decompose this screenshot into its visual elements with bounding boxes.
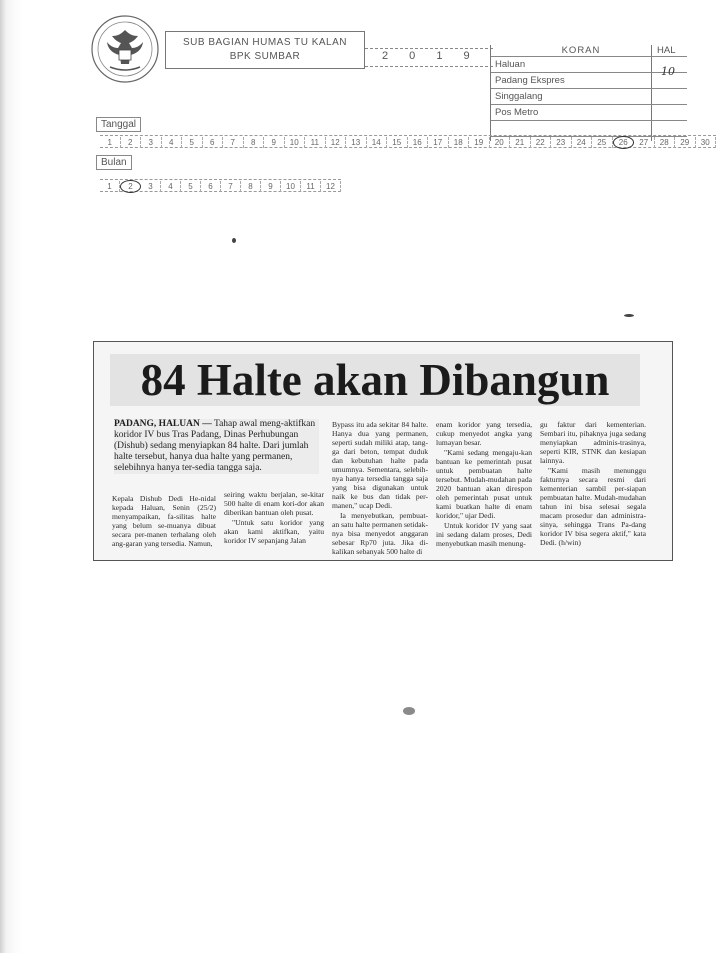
article-lead-text: Tahap awal meng-aktifkan koridor IV bus Tras Padang, Dinas Perhubungan (Dishub) sedang menyiapkan 84 halte. Dari jumlah halte tersebut, hanya dua halte yang permanen, selebihnya hanya ter-sedia tangga saja.	[114, 419, 316, 473]
article-column-4	[436, 420, 532, 549]
day-number: 4	[162, 137, 183, 148]
scan-speck	[232, 238, 236, 243]
day-number: 11	[305, 137, 326, 148]
day-number: 2	[121, 137, 142, 148]
article-lead	[114, 419, 319, 474]
bulan-label: Bulan	[96, 155, 132, 170]
year-divider-bottom	[365, 66, 493, 67]
day-number: 19	[469, 137, 490, 148]
paragraph: enam koridor yang tersedia, cukup menyedot angka yang lumayan besar.	[436, 420, 532, 447]
paper-name: Pos Metro	[495, 107, 539, 118]
day-number: 17	[428, 137, 449, 148]
scan-speck	[403, 707, 415, 715]
paragraph: "Kami sedang mengaju-kan bantuan ke pemerintah pusat untuk pembuatan halte tersebut. Mudah-mudahan pada 2020 bantuan akan direspon oleh pemerintah pusat untuk kami buatkan halte di enam koridor," ujar Dedi.	[436, 448, 532, 520]
paper-name: Singgalang	[495, 91, 543, 102]
article-column-5	[540, 420, 646, 548]
month-number: 9	[261, 181, 281, 192]
day-number: 16	[408, 137, 429, 148]
koran-column-header: KORAN	[561, 45, 601, 56]
month-number: 10	[281, 181, 301, 192]
month-number: 5	[181, 181, 201, 192]
table-row	[491, 56, 687, 73]
month-number: 7	[221, 181, 241, 192]
garuda-emblem-icon	[88, 12, 162, 86]
table-row	[491, 104, 687, 121]
office-line-1: SUB BAGIAN HUMAS TU KALAN	[182, 37, 348, 48]
month-number: 6	[201, 181, 221, 192]
article-column-1	[112, 494, 216, 549]
day-number: 29	[675, 137, 696, 148]
month-number: 3	[141, 181, 161, 192]
day-number: 28	[655, 137, 676, 148]
day-number: 27	[634, 137, 655, 148]
day-number: 24	[572, 137, 593, 148]
day-number: 20	[490, 137, 511, 148]
month-number: 2	[120, 180, 141, 193]
month-number-row	[100, 179, 341, 192]
paragraph: Kepala Dishub Dedi He-nidal kepada Haluan, Senin (25/2) menyampaikan, fa-silitas halte yang belum se-muanya dibuat secara per-manen terhalang oleh ang-garan yang tersedia. Namun,	[112, 494, 216, 548]
article-dateline: PADANG, HALUAN —	[114, 419, 212, 429]
table-row	[491, 72, 687, 89]
table-row	[491, 88, 687, 105]
day-number: 8	[244, 137, 265, 148]
article-column-3	[332, 420, 428, 557]
scan-speck	[624, 314, 634, 317]
day-number: 9	[264, 137, 285, 148]
day-number: 25	[592, 137, 613, 148]
day-number: 12	[326, 137, 347, 148]
article-headline: 84 Halte akan Dibangun	[110, 354, 640, 406]
office-line-2: BPK SUMBAR	[229, 51, 301, 62]
year-text: 2 0 1 9	[382, 50, 479, 62]
day-number: 3	[141, 137, 162, 148]
paragraph: "Untuk satu koridor yang akan kami aktifkan, yaitu koridor IV sepanjang Jalan	[224, 518, 324, 545]
month-number: 4	[161, 181, 181, 192]
hal-column-header: HAL	[657, 45, 676, 56]
office-header-box	[165, 31, 365, 69]
day-number: 22	[531, 137, 552, 148]
paragraph: Ia menyebutkan, pembuat-an satu halte permanen setidak-nya bisa menyedot anggaran sebesar Rp70 juta. Jika di-kalikan sebanyak 500 halte di	[332, 511, 428, 556]
paragraph: "Kami masih menunggu fakturnya secara resmi dari kementerian sambil per-siapan pembuatan halte. Mudah-mudahan tahun ini bisa selesai segala macam prosedur dan administra-sinya, sehingga Trans Pa-dang koridor IV bisa segera aktif," kata Dedi. (h/win)	[540, 466, 646, 547]
day-number: 14	[367, 137, 388, 148]
paper-name: Haluan	[495, 59, 526, 70]
page-number: 10	[661, 65, 675, 78]
paragraph: Untuk koridor IV yang saat ini sedang dalam proses, Dedi menyebutkan masih menung-	[436, 521, 532, 548]
paragraph: Bypass itu ada sekitar 84 halte. Hanya dua yang permanen, seperti sudah miliki atap, tang-ga dari beton, tempat duduk dan kebutuhan halte pada umumnya. Sementara, selebih-nya hanya tersedia tangga saja yang bisa digunakan untuk naik ke bus dan tidak per-manen," ucap Dedi.	[332, 420, 428, 510]
newspaper-table	[490, 45, 687, 141]
article-column-2	[224, 490, 324, 546]
tanggal-label: Tanggal	[96, 117, 141, 132]
paragraph: gu faktur dari kementerian. Sembari itu, pihaknya juga sedang menyiapkan adminis-trasinya, seperti KIR, STNK dan kesiapan lainnya.	[540, 420, 646, 465]
month-number: 1	[100, 181, 120, 192]
day-number: 7	[223, 137, 244, 148]
paper-name: Padang Ekspres	[495, 75, 565, 86]
day-number: 5	[182, 137, 203, 148]
day-number: 26	[613, 136, 635, 149]
newspaper-clipping	[93, 341, 673, 561]
day-number: 23	[551, 137, 572, 148]
month-number: 12	[321, 181, 341, 192]
day-number-row	[100, 135, 716, 148]
day-number: 1	[100, 137, 121, 148]
day-number: 6	[203, 137, 224, 148]
day-number: 30	[696, 137, 716, 148]
day-number: 15	[387, 137, 408, 148]
day-number: 10	[285, 137, 306, 148]
day-number: 18	[449, 137, 470, 148]
month-number: 8	[241, 181, 261, 192]
year-divider-top	[365, 48, 493, 49]
month-number: 11	[301, 181, 321, 192]
day-number: 21	[510, 137, 531, 148]
paragraph: seiring waktu berjalan, se-kitar 500 halte di enam kori-dor akan diberikan bantuan oleh pusat.	[224, 490, 324, 517]
day-number: 13	[346, 137, 367, 148]
